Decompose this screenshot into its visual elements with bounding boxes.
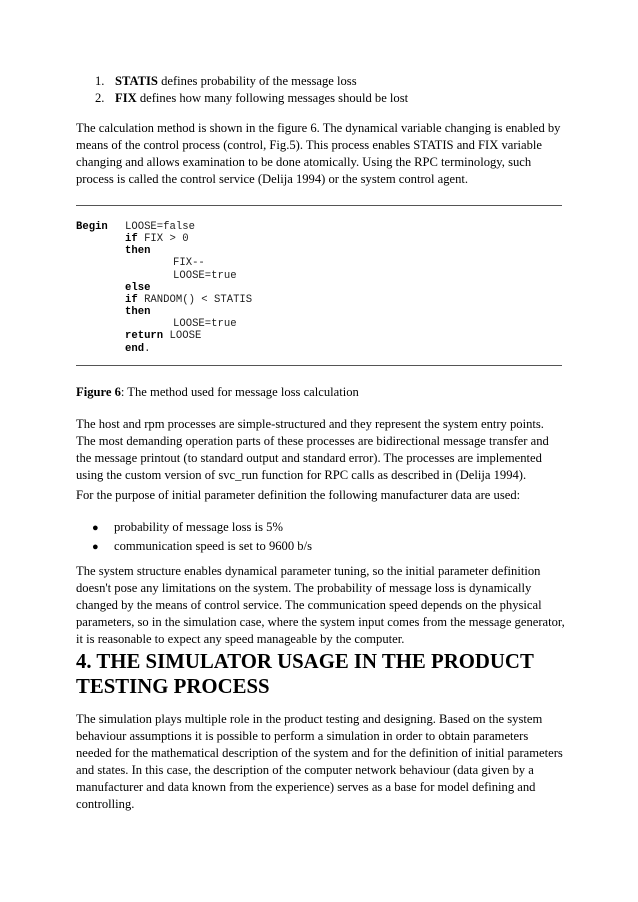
code-line [125, 245, 150, 257]
bullet-list [76, 519, 312, 557]
paragraph-processes: The host and rpm processes are simple-structured and they represent the system entry points. The most demanding operation parts of these processes are bidirectional message transfer and the message printout (to standard output and standard error). The processes are implemented using the custom version of svc_run function for RPC calls as described in (Delija 1994). [76, 417, 549, 483]
code-keyword: then [125, 306, 151, 319]
code-keyword: if [125, 233, 138, 246]
figure-label: Figure 6 [76, 385, 121, 399]
section-heading: 4. THE SIMULATOR USAGE IN THE PRODUCT TESTING PROCESS [76, 650, 534, 698]
paragraph-calculation-method: The calculation method is shown in the figure 6. The dynamical variable changing is enabled by means of the control process (control, Fig.5). This process enables STATIS and FIX variable changing and allows examination to be done atomically. Using the RPC terminology, such process is called the control service (Delija 1994) or the system control agent. [76, 121, 561, 187]
code-line [173, 318, 237, 330]
paragraph-initial-parameters: For the purpose of initial parameter definition the following manufacturer data are used: [76, 488, 521, 502]
code-keyword: then [125, 245, 151, 258]
code-text: FIX-- [173, 257, 205, 270]
code-begin-keyword: Begin [76, 221, 108, 233]
list-item [76, 538, 312, 557]
term-statis: STATIS [115, 74, 158, 88]
code-line [125, 343, 150, 355]
code-text: FIX > 0 [137, 233, 189, 246]
code-text: RANDOM() < STATIS [137, 293, 253, 306]
list-number: 2. [95, 91, 105, 106]
code-keyword: end [125, 342, 145, 355]
code-line [125, 221, 195, 233]
code-line [125, 233, 189, 245]
list-item [76, 73, 556, 90]
paragraph-simulation: The simulation plays multiple role in the product testing and designing. Based on the system behaviour assumptions it is possible to perform a simulation in order to obtain parameters needed for the mathematical description of the system and for the definition of initial parameters and states. In this case, the description of the computer network behaviour (data given by a manufacturer and data known from the experience) serves as a base for model defining and controlling. [76, 712, 563, 812]
code-text: LOOSE [163, 330, 202, 343]
code-keyword: else [125, 281, 151, 294]
bullet-text: probability of message loss is 5% [114, 520, 283, 534]
figure-bottom-rule [76, 365, 562, 366]
paragraph-structure: The system structure enables dynamical parameter tuning, so the initial parameter definition doesn't pose any limitations on the system. The probability of message loss is dynamically changed by the means of control service. The communication speed depends on the physical parameters, so in the simulation case, where the system input comes from the message generator, it is reasonable to expect any speed manageable by the computer. [76, 564, 565, 647]
code-text: LOOSE=false [125, 221, 195, 233]
term-fix: FIX [115, 91, 137, 106]
code-keyword: return [125, 330, 164, 343]
code-keyword: if [125, 293, 138, 306]
figure-top-rule [76, 205, 562, 206]
bullet-icon: ● [92, 540, 99, 553]
definition-text: defines how many following messages should be lost [136, 91, 409, 106]
code-line [125, 294, 252, 306]
code-line [125, 306, 150, 318]
list-item [76, 90, 556, 107]
code-text: . [144, 342, 151, 355]
figure-caption-text: : The method used for message loss calculation [120, 385, 359, 399]
list-item [76, 519, 312, 538]
code-line [173, 257, 205, 269]
list-number: 1. [95, 74, 105, 88]
bullet-text: communication speed is set to 9600 b/s [114, 538, 312, 553]
code-line [125, 330, 201, 342]
definition-text: defines probability of the message loss [157, 74, 357, 88]
definition-list [76, 73, 556, 107]
figure-caption [76, 384, 359, 401]
code-text: LOOSE=true [173, 318, 237, 331]
code-line [125, 282, 150, 294]
code-text: LOOSE=true [173, 269, 237, 282]
bullet-icon: ● [92, 522, 99, 534]
code-line [173, 270, 237, 282]
